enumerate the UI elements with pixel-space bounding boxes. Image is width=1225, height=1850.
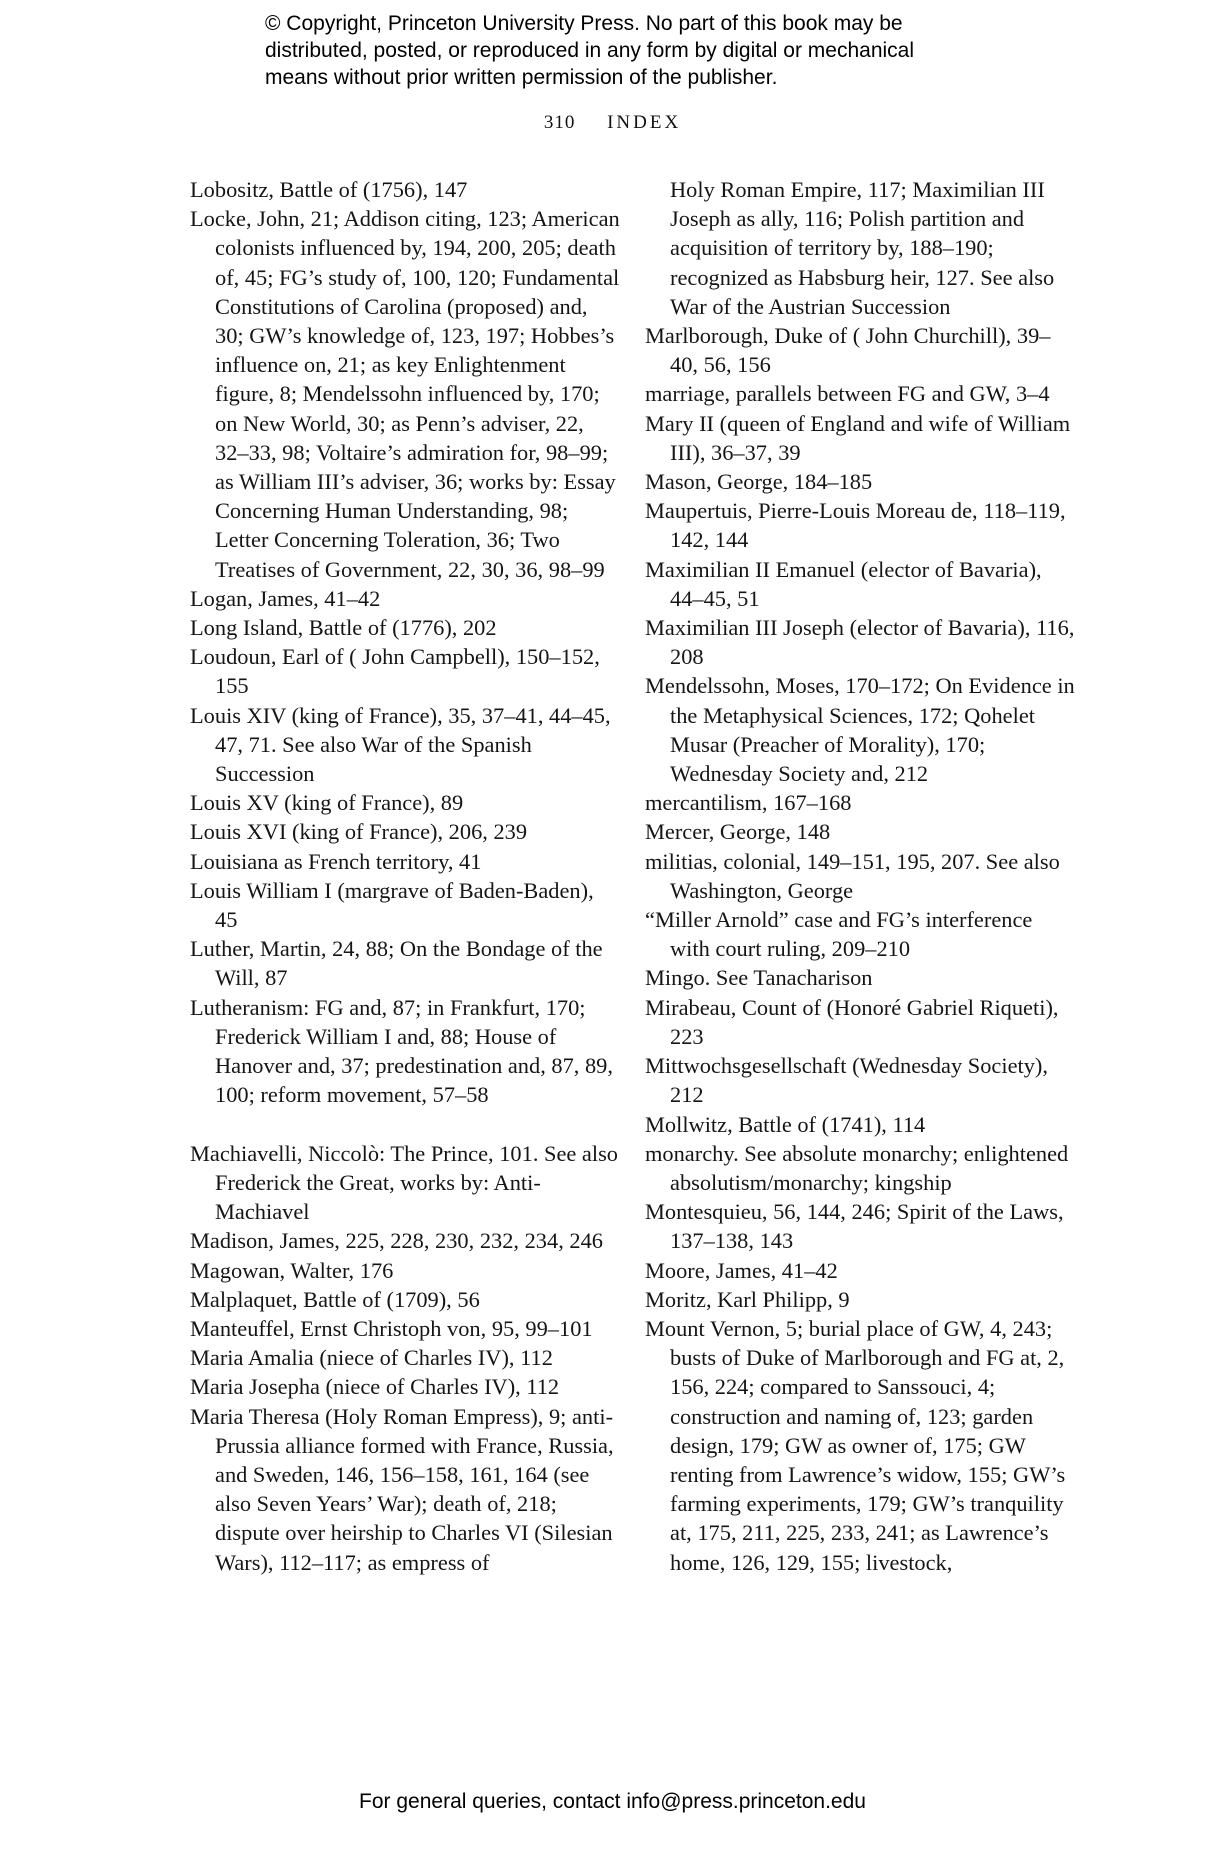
index-entry: Louis XVI (king of France), 206, 239 [190,819,528,845]
copyright-line: means without prior written permission of the publisher. [265,66,778,89]
index-entry: Loudoun, Earl of ( John Campbell), 150–152, 155 [190,644,600,699]
index-entry: Mary II (queen of England and wife of William III), 36–37, 39 [645,410,1071,465]
index-entry: Manteuffel, Ernst Christoph von, 95, 99–101 [190,1315,593,1341]
index-entry: Mendelssohn, Moses, 170–172; On Evidence in the Metaphysical Sciences, 172; Qohelet Musar (Preacher of Morality), 170; Wednesday Society and, 212 [645,673,1075,787]
index-entry: Louis XV (king of France), 89 [190,790,464,816]
index-entry: Luther, Martin, 24, 88; On the Bondage of the Will, 87 [190,936,603,991]
index-entry: Mollwitz, Battle of (1741), 114 [645,1111,926,1137]
index-entry: Lobositz, Battle of (1756), 147 [190,177,468,202]
index-entry: Long Island, Battle of (1776), 202 [190,615,497,641]
index-entry: Maria Amalia (niece of Charles IV), 112 [190,1345,553,1371]
index-entry: Moritz, Karl Philipp, 9 [645,1286,850,1312]
index-entry: Marlborough, Duke of ( John Churchill), 39–40, 56, 156 [645,323,1051,378]
index-entry: Locke, John, 21; Addison citing, 123; American colonists influenced by, 194, 200, 205; death of, 45; FG’s study of, 100, 120; Fundamental Constitutions of Carolina (proposed) and, 30; GW’s knowledge of, 123, 197; Hobbes’s influence on, 21; as key Enlightenment figure, 8; Mendelssohn influenced by, 170; on New World, 30; as Penn’s adviser, 22, 32–33, 98; Voltaire’s admiration for, 98–99; as William III’s adviser, 36; works by: Essay Concerning Human Understanding, 98; Letter Concerning Toleration, 36; Two Treatises of Government, 22, 30, 36, 98–99 [190,206,620,582]
index-entry: Maria Theresa (Holy Roman Empress), 9; anti-Prussia alliance formed with France, Russia, and Sweden, 146, 156–158, 161, 164 (see also Seven Years’ War); death of, 218; dispute over heirship to Charles VI (Silesian Wars), 112–117; as empress of [190,1403,614,1575]
index-column-right [645,175,1075,1577]
index-entry: Moore, James, 41–42 [645,1257,838,1283]
index-entry: Magowan, Walter, 176 [190,1257,394,1283]
index-entry: Madison, James, 225, 228, 230, 232, 234, 246 [190,1228,603,1254]
index-entry: Maximilian III Joseph (elector of Bavaria), 116, 208 [645,615,1075,670]
index-entry: Logan, James, 41–42 [190,585,381,611]
copyright-notice [265,10,1025,91]
index-entry: Mercer, George, 148 [645,819,831,845]
copyright-line: © Copyright, Princeton University Press. No part of this book may be [265,12,903,35]
index-entry: Holy Roman Empire, 117; Maximilian III Joseph as ally, 116; Polish partition and acquisition of territory by, 188–190; recognized as Habsburg heir, 127. See also War of the Austrian Succession [670,177,1055,319]
index-entry: Mittwochsgesellschaft (Wednesday Society), 212 [645,1053,1048,1108]
index-entry: Lutheranism: FG and, 87; in Frankfurt, 170; Frederick William I and, 88; House of Hanover and, 37; predestination and, 87, 89, 100; reform movement, 57–58 [190,994,613,1108]
index-entry: “Miller Arnold” case and FG’s interference with court ruling, 209–210 [645,907,1033,962]
running-head [0,112,1225,134]
running-title: INDEX [607,112,682,133]
index-column-left [190,175,620,1577]
page-number: 310 [543,112,576,133]
index-entry: mercantilism, 167–168 [645,790,852,816]
index-entry: Montesquieu, 56, 144, 246; Spirit of the Laws, 137–138, 143 [645,1199,1064,1254]
index-entry: Louis XIV (king of France), 35, 37–41, 44–45, 47, 71. See also War of the Spanish Succession [190,702,611,787]
index-entry: Louis William I (margrave of Baden-Baden), 45 [190,877,594,933]
copyright-line: distributed, posted, or reproduced in any form by digital or mechanical [265,39,915,62]
index-entry: monarchy. See absolute monarchy; enlightened absolutism/monarchy; kingship [645,1140,1069,1195]
index-entry: Mason, George, 184–185 [645,469,873,495]
letter-section-gap [190,1110,620,1139]
index-entry: Maria Josepha (niece of Charles IV), 112 [190,1374,560,1400]
index-entry: militias, colonial, 149–151, 195, 207. See also Washington, George [645,848,1060,903]
index-entry: Machiavelli, Niccolò: The Prince, 101. See also Frederick the Great, works by: Anti-Machiavel [190,1140,619,1225]
index-entry: marriage, parallels between FG and GW, 3–4 [645,381,1050,407]
index-entry: Louisiana as French territory, 41 [190,848,482,874]
index-entry: Mingo. See Tanacharison [645,965,873,991]
footer-contact: For general queries, contact info@press.princeton.edu [359,1790,866,1813]
index-entry: Mirabeau, Count of (Honoré Gabriel Riqueti), 223 [645,994,1059,1049]
index-entry: Maximilian II Emanuel (elector of Bavaria), 44–45, 51 [645,556,1042,611]
index-entry: Mount Vernon, 5; burial place of GW, 4, 243; busts of Duke of Marlborough and FG at, 2, 156, 224; compared to Sanssouci, 4; construction and naming of, 123; garden design, 179; GW as owner of, 175; GW renting from Lawrence’s widow, 155; GW’s farming experiments, 179; GW’s tranquility at, 175, 211, 225, 233, 241; as Lawrence’s home, 126, 129, 155; livestock, [645,1315,1066,1575]
index-entry: Maupertuis, Pierre-Louis Moreau de, 118–119, 142, 144 [645,498,1066,553]
index-entry: Malplaquet, Battle of (1709), 56 [190,1286,480,1312]
